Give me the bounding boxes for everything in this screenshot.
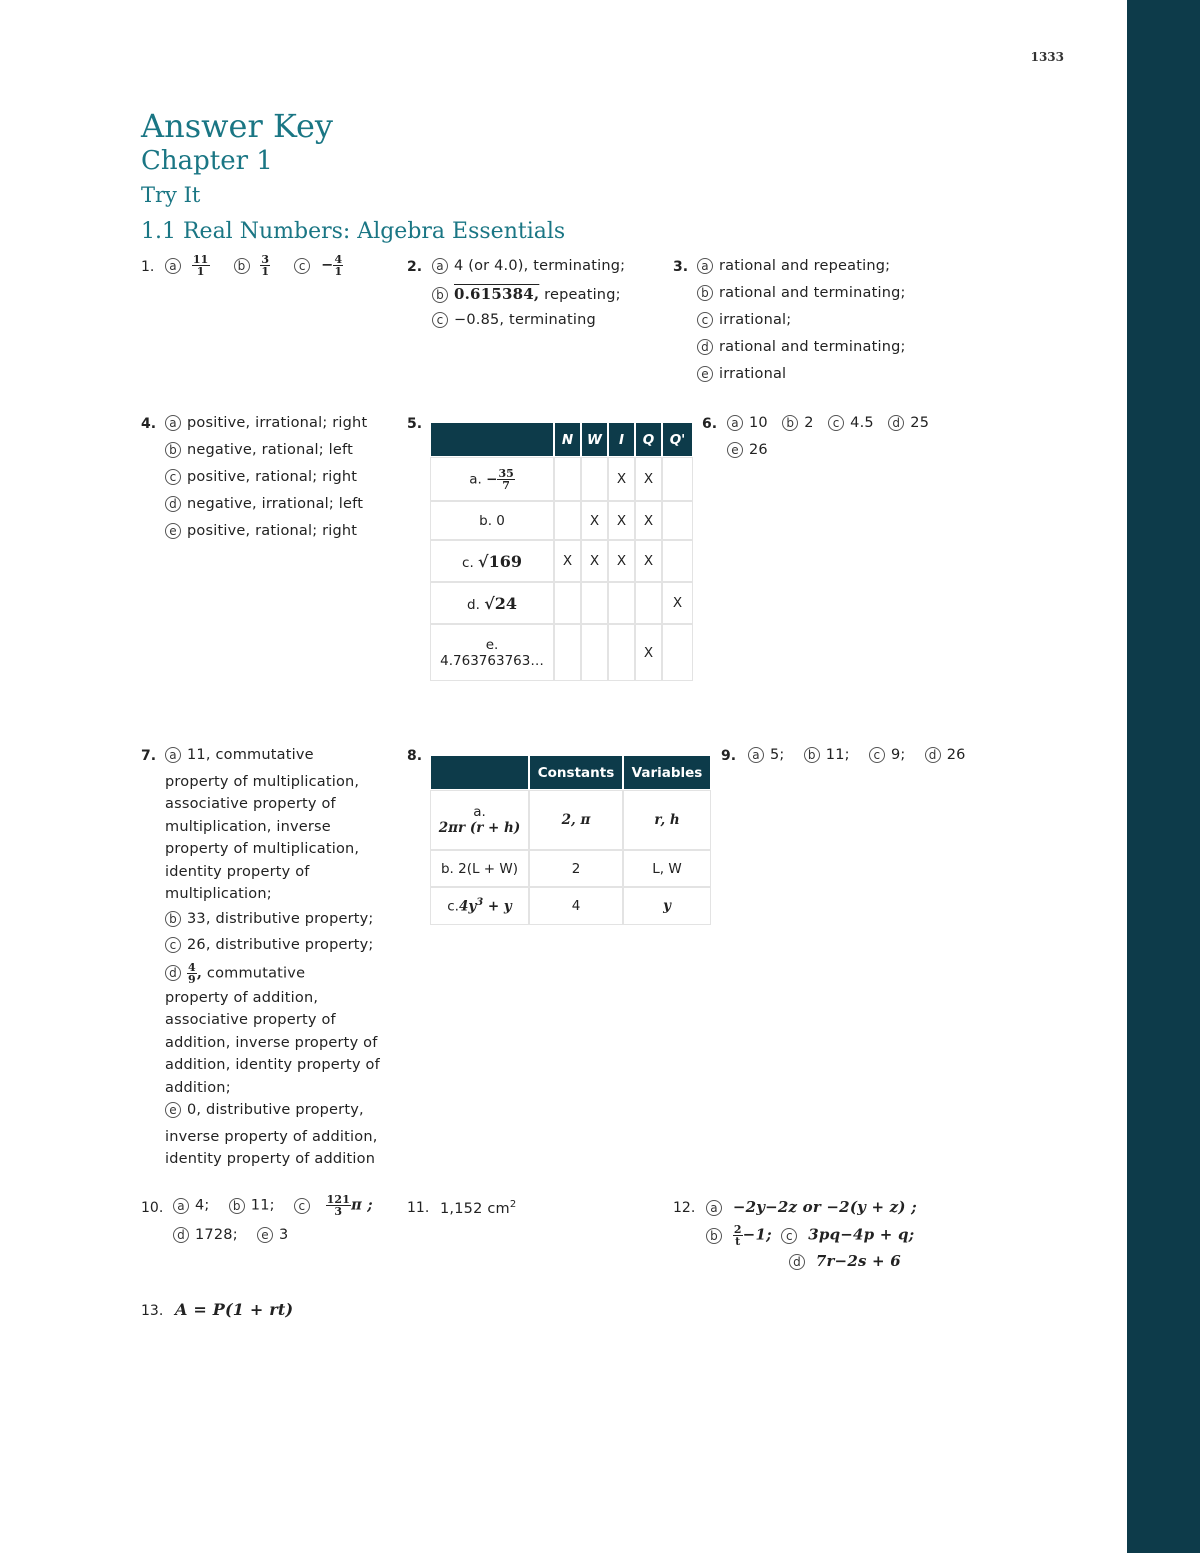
expression: 4y <box>458 898 477 915</box>
answer-10 <box>173 1194 373 1217</box>
mark-cell <box>663 502 692 539</box>
answer-text: 5; <box>770 747 785 763</box>
label-c: c <box>165 937 181 953</box>
answer-line: identity property of addition <box>165 1151 376 1167</box>
answer-12d <box>789 1252 901 1270</box>
row-label <box>431 458 553 500</box>
answer-line: associative property of <box>165 796 336 812</box>
answer-text: rational and repeating; <box>719 258 891 274</box>
label-d: d <box>165 496 181 512</box>
table-row <box>431 583 692 623</box>
mark-cell <box>582 583 607 623</box>
fraction <box>192 254 210 277</box>
answer-text: 26 <box>946 747 966 763</box>
answer-text: negative, irrational; left <box>187 496 364 512</box>
denominator: 1 <box>261 265 270 278</box>
variables-cell: r, h <box>624 791 710 849</box>
answer-text: 26 <box>749 442 768 458</box>
question-number: 6. <box>702 416 718 432</box>
numerator: 121 <box>326 1193 351 1206</box>
mark-cell: X <box>582 502 607 539</box>
answer-text: repeating; <box>539 287 621 303</box>
row-label <box>431 583 553 623</box>
label-b: b <box>782 415 798 431</box>
answer-7d: d $\frac{4}{9}$ , commutative <box>165 962 400 985</box>
label-text: c. <box>447 898 459 915</box>
expression: −2y−2z or −2(y + z) ; <box>732 1198 917 1216</box>
exponent: 3 <box>476 897 484 909</box>
label-a: a <box>165 415 181 431</box>
mark-cell <box>582 458 607 500</box>
mark-cell <box>555 502 580 539</box>
mark-cell <box>609 583 634 623</box>
fraction <box>326 1194 352 1217</box>
answer-text: negative, rational; left <box>187 442 353 458</box>
label-e: e <box>697 366 713 382</box>
answer-1 <box>165 254 343 277</box>
answer-text: 11; <box>825 747 850 763</box>
answer-text: 4 (or 4.0), terminating; <box>454 258 626 274</box>
answer-line: multiplication; <box>165 886 272 902</box>
denominator: 3 <box>334 1205 343 1218</box>
table-row <box>431 541 692 581</box>
label-b: b <box>229 1198 245 1214</box>
answer-2a <box>432 258 625 274</box>
mark-cell: X <box>609 458 634 500</box>
header-cell <box>431 756 528 789</box>
answer-line: associative property of <box>165 1012 336 1028</box>
label-c: c <box>869 747 885 763</box>
label-text: d. <box>467 596 480 613</box>
header-cell: I <box>609 423 634 456</box>
answer-text: rational and terminating; <box>719 285 906 301</box>
label-b: b <box>432 287 448 303</box>
label-d: d <box>173 1227 189 1243</box>
table-row <box>431 625 692 680</box>
answer-3a <box>697 258 890 274</box>
answer-6 <box>727 415 929 431</box>
label-c: c <box>294 258 310 274</box>
answer-text: 33, distributive property; <box>187 910 374 927</box>
header-cell: W <box>582 423 607 456</box>
chapter-heading: Chapter 1 <box>141 146 273 176</box>
answer-4e <box>165 523 357 539</box>
answer-line: identity property of <box>165 863 310 880</box>
label-d: d <box>697 339 713 355</box>
answer-13 <box>175 1300 293 1319</box>
mark-cell: X <box>609 541 634 581</box>
answer-text: 26, distributive property; <box>187 937 374 953</box>
answer-line: addition, identity property of <box>165 1057 380 1073</box>
label-c: c <box>781 1228 797 1244</box>
label-d: d <box>789 1254 805 1270</box>
answer-line: property of addition, <box>165 989 319 1006</box>
minus-sign: − <box>321 256 334 274</box>
expression: 2πr (r + h) <box>438 820 521 836</box>
answer-text: 1,152 cm <box>440 1200 510 1217</box>
answer-7b <box>165 908 400 931</box>
label-e: e <box>165 523 181 539</box>
answer-text: 4; <box>195 1197 210 1214</box>
answer-text: positive, rational; right <box>187 523 358 539</box>
answer-line: addition; <box>165 1079 231 1096</box>
label-a: a <box>165 747 181 763</box>
exponent: 2 <box>509 1199 517 1210</box>
answer-7e <box>165 1099 400 1122</box>
mark-cell <box>582 625 607 680</box>
constants-cell: 2, π <box>530 791 622 849</box>
header-cell: N <box>555 423 580 456</box>
mark-cell: X <box>636 541 661 581</box>
square-root: √169 <box>478 551 522 571</box>
numerator: 4 <box>334 253 343 266</box>
answer-4c <box>165 469 357 485</box>
constants-cell: 4 <box>530 888 622 924</box>
answer-line: property of multiplication, <box>165 841 360 857</box>
question-number: 9. <box>721 748 737 764</box>
label-d: d <box>165 965 181 981</box>
answer-7 <box>165 744 400 1171</box>
expression: 3pq−4p + q; <box>808 1225 915 1244</box>
answer-line: addition, inverse property of <box>165 1034 378 1051</box>
label-a: a <box>706 1200 722 1216</box>
numerator: 35 <box>498 466 514 480</box>
page-number: 1333 <box>1030 50 1064 64</box>
repeating-decimal: 0.615384, <box>454 285 540 303</box>
answer-12a <box>706 1198 917 1216</box>
mark-cell <box>609 625 634 680</box>
header-cell: Variables <box>624 756 710 789</box>
label-b: b <box>706 1228 722 1244</box>
answer-text: 11; <box>250 1197 275 1214</box>
formula: A = P(1 + rt) <box>175 1300 294 1319</box>
row-label <box>431 791 528 849</box>
number-set-table <box>429 421 694 682</box>
answer-4b <box>165 442 353 458</box>
table-header-row <box>431 756 710 789</box>
numerator: 11 <box>192 253 209 266</box>
header-cell: Q <box>636 423 661 456</box>
variables-cell: y <box>624 888 710 924</box>
expression: −1; <box>742 1225 772 1244</box>
mark-cell <box>663 541 692 581</box>
table-row <box>431 791 710 849</box>
label-text: e. <box>485 636 499 653</box>
answer-text: positive, irrational; right <box>187 415 368 431</box>
label-e: e <box>727 442 743 458</box>
mark-cell: X <box>636 458 661 500</box>
label-text: 4.763763763… <box>440 652 544 669</box>
row-label <box>431 888 528 924</box>
fraction <box>497 468 514 491</box>
answer-4d <box>165 496 363 512</box>
mark-cell: X <box>663 583 692 623</box>
answer-3b <box>697 285 906 301</box>
label-text: a. <box>473 804 486 820</box>
answer-line: multiplication, inverse <box>165 818 331 835</box>
side-bar <box>1127 0 1200 1553</box>
expression: + y <box>483 898 512 915</box>
mark-cell: X <box>636 625 661 680</box>
header-cell: Constants <box>530 756 622 789</box>
denominator: 1 <box>196 265 205 278</box>
mark-cell <box>555 458 580 500</box>
label-e: e <box>165 1102 181 1118</box>
answer-text: rational and terminating; <box>719 339 906 355</box>
mark-cell <box>555 583 580 623</box>
row-label <box>431 625 553 680</box>
question-number: 5. <box>407 416 423 432</box>
mark-cell <box>636 583 661 623</box>
numerator: 3 <box>261 253 270 266</box>
label-b: b <box>234 258 250 274</box>
mark-cell <box>555 625 580 680</box>
page-title: Answer Key <box>141 107 333 145</box>
denominator: 7 <box>502 478 510 492</box>
denominator: 9 <box>188 972 196 986</box>
answer-3d <box>697 339 906 355</box>
question-number: 3. <box>673 259 689 275</box>
answer-3c <box>697 312 791 328</box>
answer-3e <box>697 366 786 382</box>
answer-text: 25 <box>910 415 930 431</box>
answer-11 <box>440 1199 516 1217</box>
expression: 7r−2s + 6 <box>815 1252 901 1270</box>
question-number: 11. <box>407 1200 430 1216</box>
label-text: c. <box>462 554 474 571</box>
answer-9 <box>748 747 966 763</box>
label-b: b <box>165 911 181 927</box>
answer-text: commutative <box>202 965 306 981</box>
answer-text: 10 <box>749 415 768 431</box>
fraction <box>187 962 197 985</box>
answer-7c <box>165 934 400 957</box>
answer-text: 4.5 <box>850 415 874 431</box>
mark-cell: X <box>636 502 661 539</box>
answer-text: irrational <box>719 366 787 382</box>
section-heading: Try It <box>141 183 201 207</box>
minus-sign: − <box>486 471 498 487</box>
answer-text: 3 <box>279 1227 289 1243</box>
label-text: a. <box>469 471 482 487</box>
label-a: a <box>727 415 743 431</box>
answer-text: 1728; <box>195 1227 238 1243</box>
answer-text: 0, distributive property, <box>187 1102 364 1118</box>
answer-text: 11, commutative <box>187 747 314 763</box>
mark-cell: X <box>582 541 607 581</box>
question-number: 8. <box>407 748 423 764</box>
mark-cell <box>663 625 692 680</box>
label-d: d <box>888 415 904 431</box>
answer-text: irrational; <box>719 312 792 328</box>
label-c: c <box>828 415 844 431</box>
header-cell <box>431 423 553 456</box>
table-row <box>431 458 692 500</box>
answer-text: 9; <box>890 747 906 763</box>
answer-10-de <box>173 1227 288 1243</box>
label-c: c <box>294 1198 310 1214</box>
numerator: 4 <box>188 960 196 974</box>
mark-cell <box>663 458 692 500</box>
question-number: 1. <box>141 259 155 275</box>
question-number: 10. <box>141 1200 164 1216</box>
denominator: t <box>735 1235 741 1248</box>
label-b: b <box>804 747 820 763</box>
constants-cell: 2 <box>530 851 622 886</box>
label-d: d <box>925 747 941 763</box>
row-label <box>431 541 553 581</box>
label-b: b <box>697 285 713 301</box>
header-cell: Q' <box>663 423 692 456</box>
answer-6e <box>727 442 768 458</box>
table-row <box>431 888 710 924</box>
table-row <box>431 851 710 886</box>
mark-cell: X <box>555 541 580 581</box>
expression: π ; <box>351 1196 373 1214</box>
answer-text: 2 <box>804 415 814 431</box>
denominator: 1 <box>334 265 343 278</box>
mark-cell: X <box>609 502 634 539</box>
label-a: a <box>748 747 764 763</box>
label-e: e <box>257 1227 273 1243</box>
question-number: 7. <box>141 748 157 764</box>
label-c: c <box>432 312 448 328</box>
constants-variables-table <box>429 754 712 926</box>
row-label: b. 0 <box>431 502 553 539</box>
fraction <box>333 254 343 277</box>
answer-4a <box>165 415 367 431</box>
answer-line: inverse property of addition, <box>165 1128 378 1145</box>
question-number: 13. <box>141 1303 164 1319</box>
label-a: a <box>432 258 448 274</box>
square-root: √24 <box>484 593 517 613</box>
answer-text: −0.85, terminating <box>454 312 596 328</box>
numerator: 2 <box>733 1223 742 1236</box>
label-b: b <box>165 442 181 458</box>
question-number: 2. <box>407 259 423 275</box>
answer-text: positive, rational; right <box>187 469 358 485</box>
label-c: c <box>697 312 713 328</box>
question-number: 4. <box>141 416 157 432</box>
answer-line: property of multiplication, <box>165 773 360 790</box>
fraction <box>260 254 270 277</box>
answer-2c <box>432 312 596 328</box>
answer-12bc <box>706 1224 914 1247</box>
answer-2b <box>432 285 621 303</box>
question-number: 12. <box>673 1200 696 1216</box>
subsection-heading: 1.1 Real Numbers: Algebra Essentials <box>141 219 566 244</box>
table-row <box>431 502 692 539</box>
variables-cell: L, W <box>624 851 710 886</box>
fraction <box>733 1224 743 1247</box>
table-header-row <box>431 423 692 456</box>
label-c: c <box>165 469 181 485</box>
label-a: a <box>173 1198 189 1214</box>
row-label: b. 2(L + W) <box>431 851 528 886</box>
label-a: a <box>165 258 181 274</box>
label-a: a <box>697 258 713 274</box>
answer-7a <box>165 744 400 767</box>
